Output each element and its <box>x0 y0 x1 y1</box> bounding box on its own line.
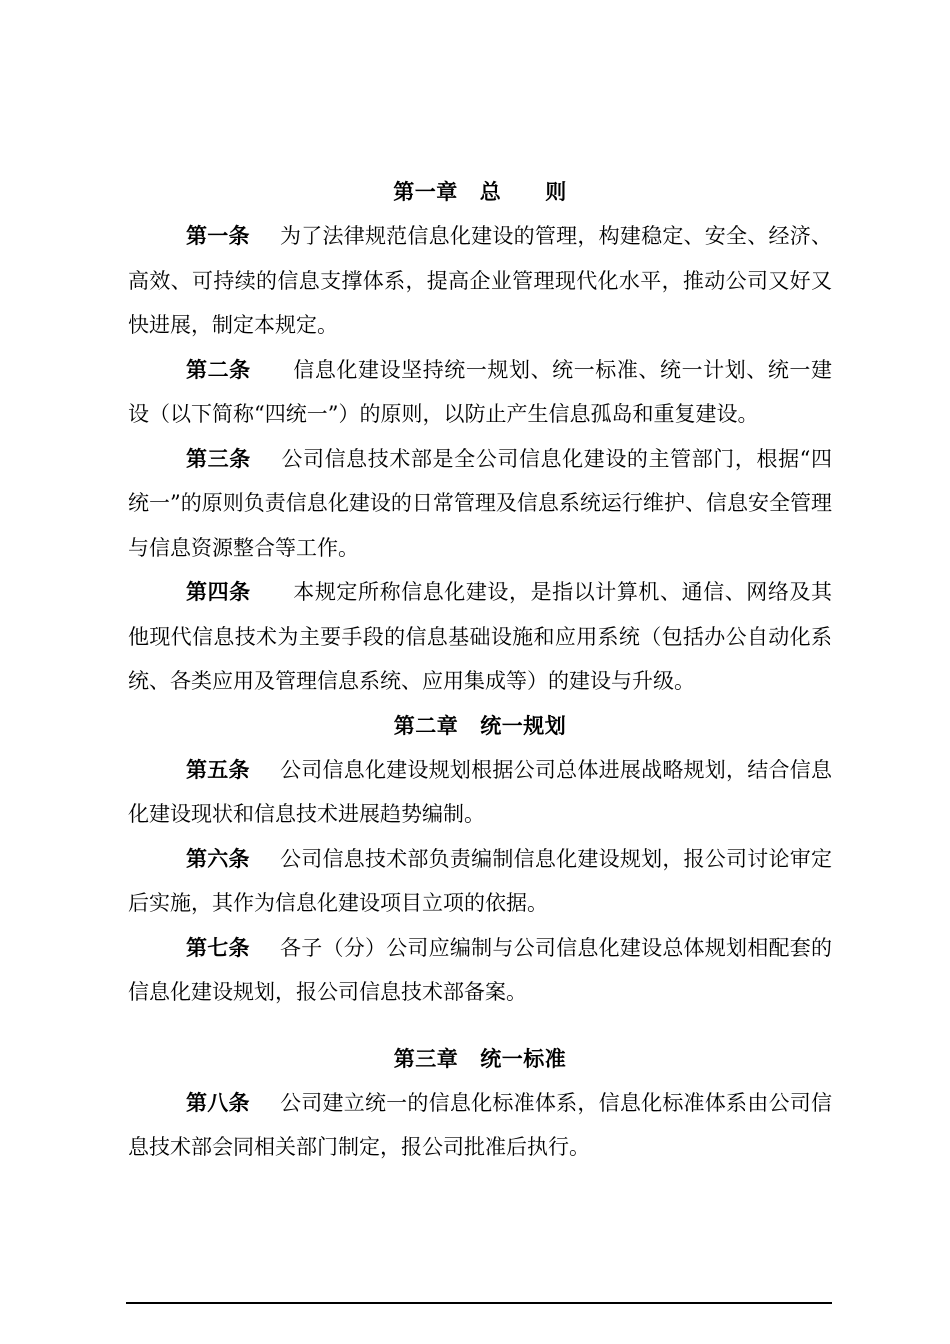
article-1-number: 第一条 <box>186 223 250 248</box>
article-1-text: 为了法律规范信息化建设的管理，构建稳定、安全、经济、高效、可持续的信息支撑体系，提高企业管理现代化水平，推动公司又好又快进展，制定本规定。 <box>128 224 833 337</box>
article-2-text: 信息化建设坚持统一规划、统一标准、统一计划、统一建设（以下简称“四统一”）的原则，以防止产生信息孤岛和重复建设。 <box>128 357 833 426</box>
chapter-2-title <box>128 704 832 748</box>
article-8-text: 公司建立统一的信息化标准体系，信息化标准体系由公司信息技术部会同相关部门制定，报公司批准后执行。 <box>128 1090 833 1159</box>
article-7-number: 第七条 <box>186 934 250 960</box>
chapter-1-name-part2: 则 <box>545 179 567 204</box>
article-4-number: 第四条 <box>186 579 251 604</box>
article-5-text: 公司信息化建设规划根据公司总体进展战略规划，结合信息化建设现状和信息技术进展趋势编制。 <box>128 757 833 826</box>
article-8 <box>128 1081 832 1170</box>
article-3-number: 第三条 <box>186 445 251 471</box>
chapter-2-name: 统一规划 <box>480 712 567 738</box>
chapter-3-name: 统一标准 <box>480 1045 567 1071</box>
chapter-1-title <box>128 170 832 214</box>
chapter-1-name-part1: 总 <box>479 179 502 204</box>
article-8-number: 第八条 <box>186 1089 250 1115</box>
article-7-text: 各子（分）公司应编制与公司信息化建设总体规划相配套的信息化建设规划，报公司信息技术部备案。 <box>128 935 833 1004</box>
article-2-number: 第二条 <box>186 356 251 382</box>
document-page <box>128 170 832 1170</box>
article-5-number: 第五条 <box>186 756 250 782</box>
article-5 <box>128 748 832 837</box>
chapter-2-number: 第二章 <box>393 712 459 738</box>
article-2 <box>128 348 832 437</box>
article-1 <box>128 214 832 348</box>
article-6-number: 第六条 <box>186 845 250 871</box>
chapter-3-title <box>128 1037 832 1081</box>
chapter-spacer <box>128 1015 832 1037</box>
chapter-1-number: 第一章 <box>393 179 458 204</box>
article-7 <box>128 926 832 1015</box>
chapter-3-number: 第三章 <box>393 1045 459 1071</box>
article-3 <box>128 437 832 571</box>
article-6 <box>128 837 832 926</box>
footer-rule <box>126 1302 832 1304</box>
article-3-text: 公司信息技术部是全公司信息化建设的主管部门，根据“四统一”的原则负责信息化建设的日常管理及信息系统运行维护、信息安全管理与信息资源整合等工作。 <box>128 446 833 560</box>
article-4-text: 本规定所称信息化建设，是指以计算机、通信、网络及其他现代信息技术为主要手段的信息基础设施和应用系统（包括办公自动化系统、各类应用及管理信息系统、应用集成等）的建设与升级。 <box>128 580 833 693</box>
article-4 <box>128 570 832 704</box>
article-6-text: 公司信息技术部负责编制信息化建设规划，报公司讨论审定后实施，其作为信息化建设项目立项的依据。 <box>128 846 833 915</box>
